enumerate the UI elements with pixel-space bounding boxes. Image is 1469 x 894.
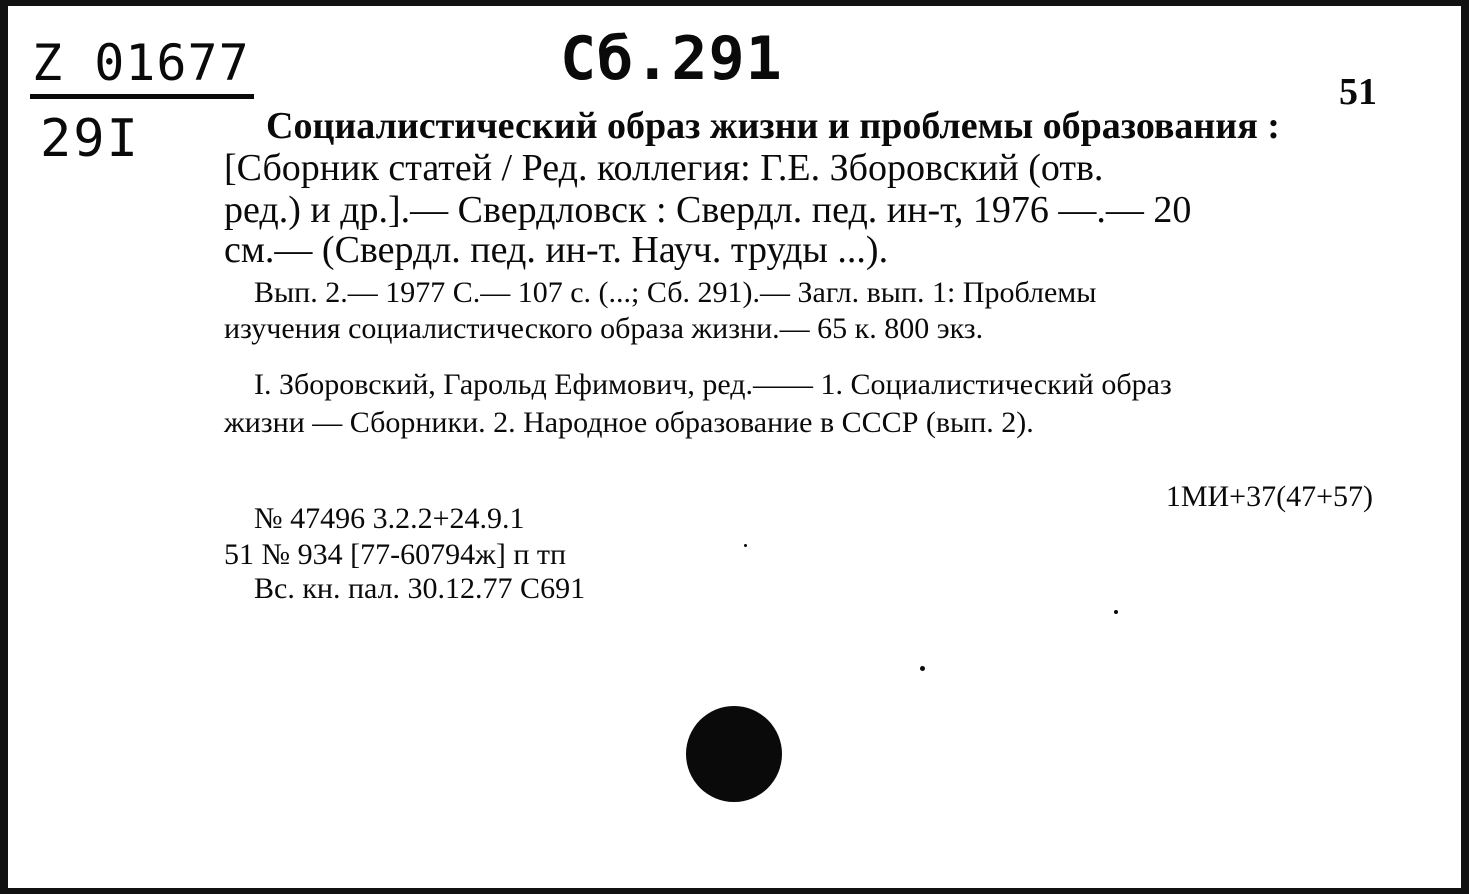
accession-line: 51 № 934 [77-60794ж] п тп (224, 538, 567, 571)
tracing-line: I. Зборовский, Гарольд Ефимович, ред.—— 1. Социалистический образ (254, 368, 1172, 401)
accession-line: Вс. кн. пал. 30.12.77 С691 (254, 572, 586, 605)
issue-note-line: изучения социалистического образа жизни.— 65 к. 800 экз. (224, 312, 984, 345)
description-line: см.— (Свердл. пед. ин-т. Науч. труды ...). (224, 229, 889, 271)
title-line: Социалистический образ жизни и проблемы образования : (266, 105, 1280, 147)
accession-line: № 47496 3.2.2+24.9.1 (254, 502, 525, 535)
speck (744, 544, 747, 547)
description-line: [Сборник статей / Ред. коллегия: Г.Е. Зборовский (отв. (224, 147, 1104, 189)
punch-hole (686, 706, 782, 802)
call-number: 29I (40, 109, 140, 169)
description-line: ред.) и др.].— Свердловск : Свердл. пед. ин-т, 1976 —.— 20 (224, 189, 1192, 231)
speck (920, 666, 925, 671)
tracing-line: жизни — Сборники. 2. Народное образование в СССР (вып. 2). (224, 406, 1034, 439)
inventory-number: Z 01677 (32, 34, 250, 92)
inventory-underline (30, 94, 254, 99)
card-number: 51 (1339, 71, 1377, 113)
shelf-mark: Сб.291 (560, 24, 783, 94)
classification-index: 1МИ+37(47+57) (1165, 480, 1373, 513)
speck (1114, 610, 1118, 614)
issue-note-line: Вып. 2.— 1977 С.— 107 с. (...; Сб. 291).— Загл. вып. 1: Проблемы (254, 276, 1097, 309)
